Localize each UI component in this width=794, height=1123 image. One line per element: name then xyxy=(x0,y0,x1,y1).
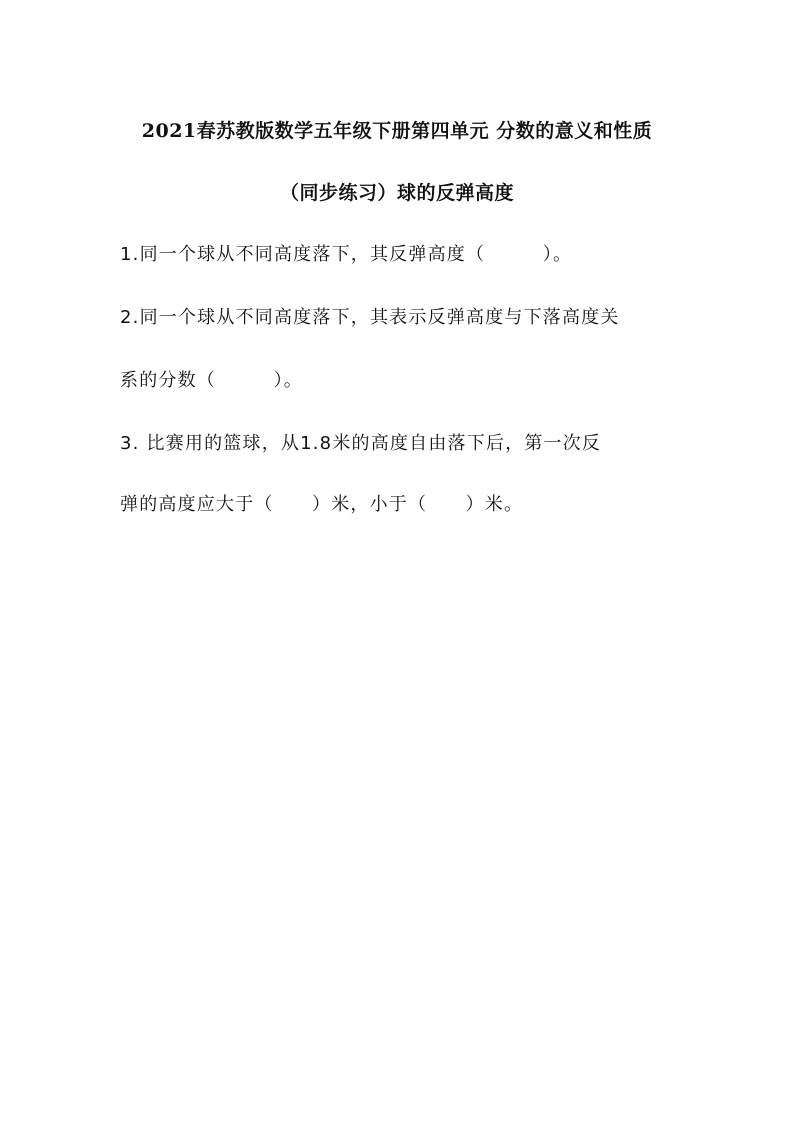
document-title-line-1: 2021春苏教版数学五年级下册第四单元 分数的意义和性质 xyxy=(141,120,653,142)
document-title-line-2: （同步练习）球的反弹高度 xyxy=(279,182,514,204)
question-2-text-line-2: 系的分数（ ）。 xyxy=(120,370,303,391)
question-2-text-line-1: 2.同一个球从不同高度落下，其表示反弹高度与下落高度关 xyxy=(120,307,620,328)
question-3-text-line-2: 弹的高度应大于（ ）米，小于（ ）米。 xyxy=(120,494,524,515)
question-3-text-line-1: 3. 比赛用的篮球，从1.8米的高度自由落下后，第一次反 xyxy=(120,433,602,454)
question-1-text: 1.同一个球从不同高度落下，其反弹高度（ ）。 xyxy=(120,244,573,265)
